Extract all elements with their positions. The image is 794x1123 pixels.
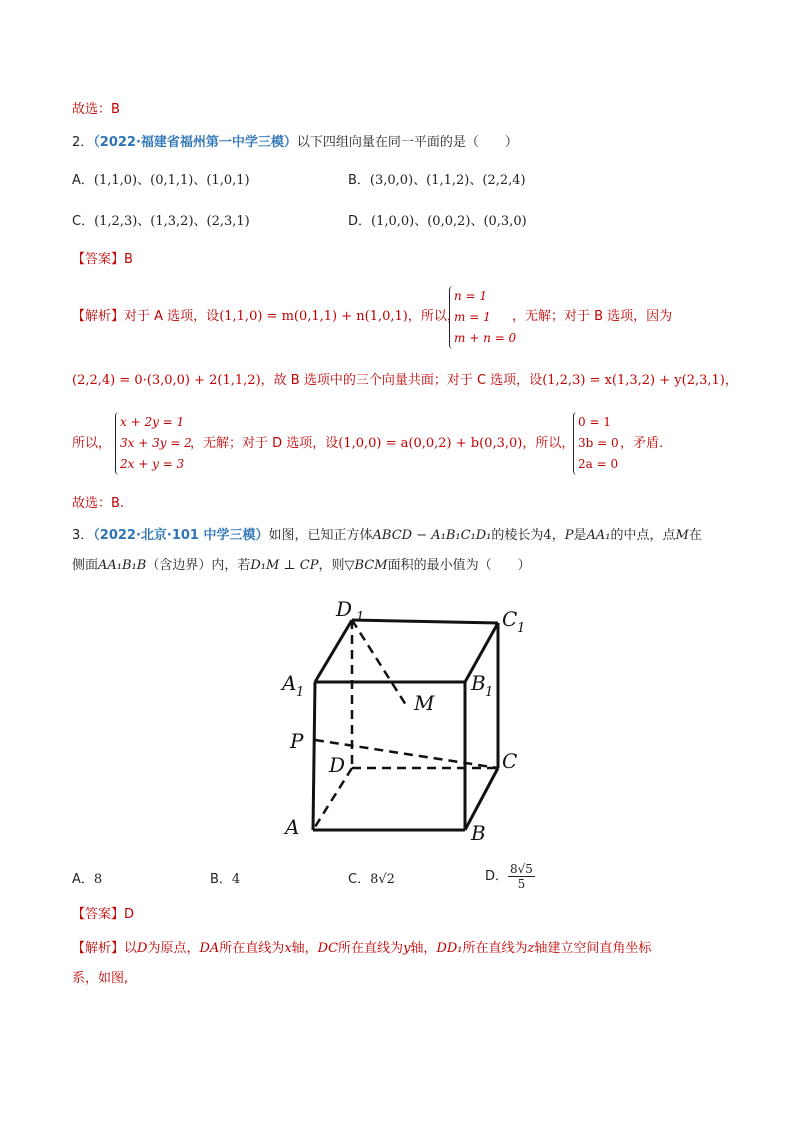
q3-math: ▽BCM [344,558,388,573]
q2-conclusion-value: B. [111,496,125,511]
q2-analysis-equation: (2,2,4) = 0·(3,0,0) + 2(1,1,2) [72,373,261,388]
system-row: x + 2y = 1 [120,415,185,429]
q3-analysis-math: DD₁ [436,941,463,956]
q3-option-a-label: A． [72,872,94,887]
q3-option-d [485,862,535,891]
q2-analysis-label: 【解析】 [72,309,125,324]
edge-d-a-hidden [313,768,352,830]
q3-analysis-math: D [137,941,148,956]
q3-analysis-math: DA [199,941,220,956]
q2-analysis-text: ，所以， [407,309,460,324]
q3-analysis-math: DC [317,941,339,956]
q2-option-c-label: C． [72,214,95,229]
q2-option-a-label: A． [72,173,94,188]
label-p: P [290,729,304,753]
edge-d1-c1 [352,620,498,623]
q3-text: 侧面 [72,558,99,573]
q3-analysis-label: 【解析】 [72,941,125,956]
label-c1: C [502,607,518,631]
q3-analysis-math: x [284,941,292,956]
q3-option-a-text: 8 [93,872,103,887]
q3-math: D₁M ⊥ CP [250,558,319,573]
q1-conclusion-value: B [111,102,120,117]
q2-answer-label: 【答案】 [72,252,125,267]
q3-text: 是 [573,528,587,543]
system-row: n = 1 [454,289,488,303]
q2-analysis-line3-mid [190,435,574,453]
q2-analysis-line2 [72,372,738,390]
q3-math: P [564,528,574,543]
q3-number: 3． [72,528,94,543]
q3-stem-line1 [72,527,702,545]
q3-option-d-fraction [508,862,535,891]
label-m: M [414,691,435,715]
q1-conclusion [72,101,120,119]
cube-figure [0,590,794,850]
q3-analysis-text: 轴， [410,941,437,956]
q2-analysis-line3-head: 所以， [72,436,112,451]
q3-analysis-math: z [527,941,535,956]
q2-stem-text: 以下四组向量在同一平面的是（ ） [296,135,518,150]
q1-conclusion-label: 故选： [72,102,112,117]
q2-option-b-text: (3,0,0)、(1,1,2)、(2,2,4) [369,173,526,188]
q2-analysis-text: 对于 A 选项，设 [124,309,220,324]
q3-math: AA₁ [586,528,611,543]
q3-option-b [210,871,240,889]
q3-text: ， [551,528,565,543]
q3-text: 的棱长为 [491,528,544,543]
q3-option-b-label: B． [210,872,232,887]
q2-option-b [348,172,526,190]
q3-analysis-text: 所在直线为 [219,941,285,956]
q2-option-a [72,172,250,190]
q2-option-b-label: B． [348,173,370,188]
q3-analysis-math: y [403,941,411,956]
label-d: D [329,753,346,777]
q2-analysis-equation: (1,1,0) = m(0,1,1) + n(1,0,1) [219,309,408,324]
label-d1-sub: 1 [356,610,365,625]
segment-d1-m [352,620,406,705]
edge-a1-a [313,682,315,830]
q3-answer-value: D [124,907,135,922]
label-b: B [471,821,486,845]
system-row: 2x + y = 3 [120,457,185,471]
q2-option-c-text: (1,2,3)、(1,3,2)、(2,3,1) [94,214,250,229]
fraction-numerator: 8√5 [510,862,533,876]
system-row: m + n = 0 [454,331,517,345]
q3-analysis-text: 轴， [291,941,318,956]
q2-analysis-line1 [72,308,460,326]
q3-text: 面积的最小值为（ ） [387,558,531,573]
q2-option-d-label: D． [348,214,372,229]
q2-analysis-text: ，无解；对于 D 选项，设 [190,436,339,451]
q2-option-a-text: (1,1,0)、(0,1,1)、(1,0,1) [93,173,250,188]
system-row: m = 1 [454,310,491,324]
q3-analysis-line2: 系，如图, [72,971,129,986]
q2-source: （2022·福建省福州第一中学三模） [93,135,297,150]
q3-analysis-text: 以 [124,941,138,956]
q3-analysis-text: 轴建立空间直角坐标 [534,941,652,956]
q3-text: 在 [688,528,702,543]
q2-answer [72,251,133,269]
q2-stem [72,134,518,152]
edge-d1-a1 [315,620,352,682]
label-c1-sub: 1 [517,621,526,636]
label-a1-sub: 1 [296,685,305,700]
q3-text: ，则 [318,558,345,573]
q3-option-a [72,871,102,889]
q3-source: （2022·北京·101 中学三模） [93,528,269,543]
q3-answer-label: 【答案】 [72,907,125,922]
system-row: 3x + 3y = 2 [120,436,192,450]
q2-analysis-text: ，所以， [522,436,575,451]
q3-math: ABCD − A₁B₁C₁D₁ [372,528,492,543]
q3-analysis-line1 [72,940,651,958]
q2-option-c [72,213,250,231]
q2-number: 2． [72,135,94,150]
q2-system-c [115,412,192,475]
q3-option-c [348,871,395,889]
q3-text: （含边界）内，若 [146,558,251,573]
system-row: 3b = 0 [578,436,619,450]
label-a1: A [282,671,297,695]
system-row: 0 = 1 [578,415,611,429]
label-c: C [502,749,518,773]
q2-answer-value: B [124,252,133,267]
label-b1-sub: 1 [485,685,494,700]
q3-option-c-label: C． [348,872,371,887]
q2-conclusion-label: 故选： [72,496,112,511]
q3-math: AA₁B₁B [98,558,147,573]
q3-option-d-label: D． [485,869,509,884]
label-d1: D [336,597,353,621]
fraction-denominator: 5 [517,877,526,891]
q2-analysis-equation: (1,0,0) = a(0,0,2) + b(0,3,0) [338,436,523,451]
q2-option-d-text: (1,0,0)、(0,0,2)、(0,3,0) [371,214,527,229]
q2-analysis-line3-tail: ，矛盾. [620,436,664,451]
q3-analysis-text: 为原点， [147,941,200,956]
q3-analysis-text: 所在直线为 [462,941,528,956]
q2-analysis-text: ， [724,373,738,388]
q3-text: 如图，已知正方体 [268,528,373,543]
q3-stem-line2 [72,557,531,575]
label-b1: B [471,671,486,695]
q2-analysis-text: ，故 B 选项中的三个向量共面；对于 C 选项，设 [260,373,543,388]
q3-text: 的中点，点 [610,528,676,543]
q3-analysis-text: 所在直线为 [338,941,404,956]
q3-answer [72,906,134,924]
q2-analysis-line1-tail: ，无解；对于 B 选项，因为 [512,309,673,324]
q2-conclusion [72,495,124,513]
q2-analysis-equation: (1,2,3) = x(1,3,2) + y(2,3,1) [542,373,725,388]
q2-system-a [449,286,516,349]
q3-option-c-text: 8√2 [370,872,395,887]
system-row: 2a = 0 [578,457,619,471]
q3-math: M [675,528,689,543]
label-a: A [285,815,300,839]
q2-option-d [348,213,527,231]
q3-option-b-text: 4 [231,872,241,887]
q2-system-d [573,412,619,475]
q3-math: 4 [543,528,552,543]
